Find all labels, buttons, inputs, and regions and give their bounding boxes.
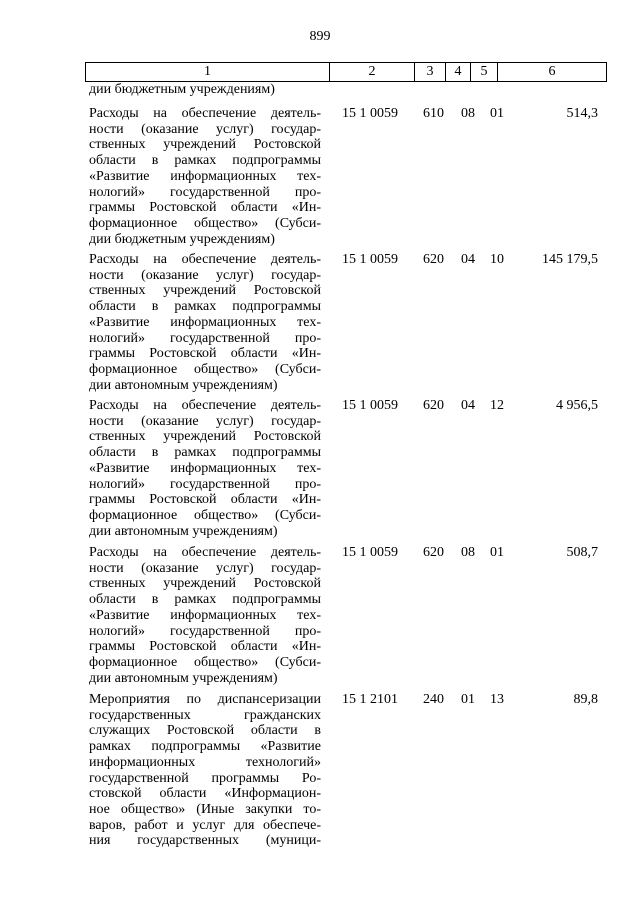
expense-type-code: 620 [423,252,444,267]
row-description [89,398,321,539]
description-line: ственных учреждений Ростовской [89,576,321,592]
column-header-2: 2 [330,63,415,82]
description-line: ности (оказание услуг) государ- [89,560,321,576]
description-line: нологий» государственной про- [89,623,321,639]
description-line: варов, работ и услуг для обеспече- [89,817,321,833]
description-line: информационных технологий» [89,754,321,770]
description-line: граммы Ростовской области «Ин- [89,346,321,362]
section-code: 08 [461,545,475,560]
description-line: ственных учреждений Ростовской [89,283,321,299]
subsection-code: 10 [490,252,504,267]
description-line: нологий» государственной про- [89,184,321,200]
row-description [89,252,321,393]
subsection-code: 12 [490,398,504,413]
description-line: ности (оказание услуг) государ- [89,267,321,283]
section-code: 01 [461,692,475,707]
column-header-5: 5 [471,63,498,82]
description-line: граммы Ростовской области «Ин- [89,492,321,508]
description-line: дии бюджетным учреждениям) [89,231,275,247]
description-line: формационное общество» (Субси- [89,361,321,377]
description-line: Расходы на обеспечение деятель- [89,252,321,267]
column-header-6: 6 [498,63,607,82]
description-line: ственных учреждений Ростовской [89,429,321,445]
subsection-code: 13 [490,692,504,707]
expense-type-code: 620 [423,545,444,560]
description-line: рамках подпрограммы «Развитие [89,739,321,755]
target-article-code: 15 1 0059 [342,398,398,413]
description-line: формационное общество» (Субси- [89,215,321,231]
amount-value: 508,7 [566,545,598,560]
description-line: Мероприятия по диспансеризации [89,692,321,707]
row-description [89,692,321,849]
description-line: Расходы на обеспечение деятель- [89,106,321,121]
description-line: служащих Ростовской области в [89,723,321,739]
description-line: «Развитие информационных тех- [89,607,321,623]
expense-type-code: 240 [423,692,444,707]
description-line: стовской области «Информацион- [89,786,321,802]
amount-value: 4 956,5 [556,398,598,413]
description-line: дии автономным учреждениям) [89,377,278,393]
description-line: ное общество» (Иные закупки то- [89,801,321,817]
target-article-code: 15 1 2101 [342,692,398,707]
description-line: государственных гражданских [89,707,321,723]
section-code: 04 [461,252,475,267]
description-line: дии автономным учреждениям) [89,523,278,539]
description-line: формационное общество» (Субси- [89,507,321,523]
row-description [89,545,321,686]
expense-type-code: 620 [423,398,444,413]
description-line: ности (оказание услуг) государ- [89,413,321,429]
column-header-row [85,62,607,82]
row-description [89,106,321,247]
continued-text-fragment: дии бюджетным учреждениям) [89,82,275,97]
description-line: дии автономным учреждениям) [89,670,278,686]
description-line: «Развитие информационных тех- [89,460,321,476]
amount-value: 89,8 [573,692,598,707]
description-line: ственных учреждений Ростовской [89,137,321,153]
subsection-code: 01 [490,545,504,560]
description-line: области в рамках подпрограммы [89,153,321,169]
description-line: области в рамках подпрограммы [89,299,321,315]
description-line: Расходы на обеспечение деятель- [89,398,321,413]
description-line: области в рамках подпрограммы [89,445,321,461]
description-line: «Развитие информационных тех- [89,168,321,184]
description-line: нологий» государственной про- [89,330,321,346]
target-article-code: 15 1 0059 [342,106,398,121]
expense-type-code: 610 [423,106,444,121]
description-line: области в рамках подпрограммы [89,592,321,608]
column-header-1: 1 [86,63,330,82]
section-code: 04 [461,398,475,413]
description-line: граммы Ростовской области «Ин- [89,200,321,216]
description-line: государственной программы Ро- [89,770,321,786]
amount-value: 514,3 [566,106,598,121]
description-line: ния государственных (муници- [89,833,321,849]
section-code: 08 [461,106,475,121]
subsection-code: 01 [490,106,504,121]
description-line: нологий» государственной про- [89,476,321,492]
target-article-code: 15 1 0059 [342,252,398,267]
column-header-4: 4 [446,63,471,82]
description-line: формационное общество» (Субси- [89,654,321,670]
description-line: «Развитие информационных тех- [89,314,321,330]
description-line: ности (оказание услуг) государ- [89,121,321,137]
target-article-code: 15 1 0059 [342,545,398,560]
page-number: 899 [309,29,331,44]
description-line: Расходы на обеспечение деятель- [89,545,321,560]
description-line: граммы Ростовской области «Ин- [89,639,321,655]
column-header-3: 3 [415,63,446,82]
amount-value: 145 179,5 [542,252,598,267]
